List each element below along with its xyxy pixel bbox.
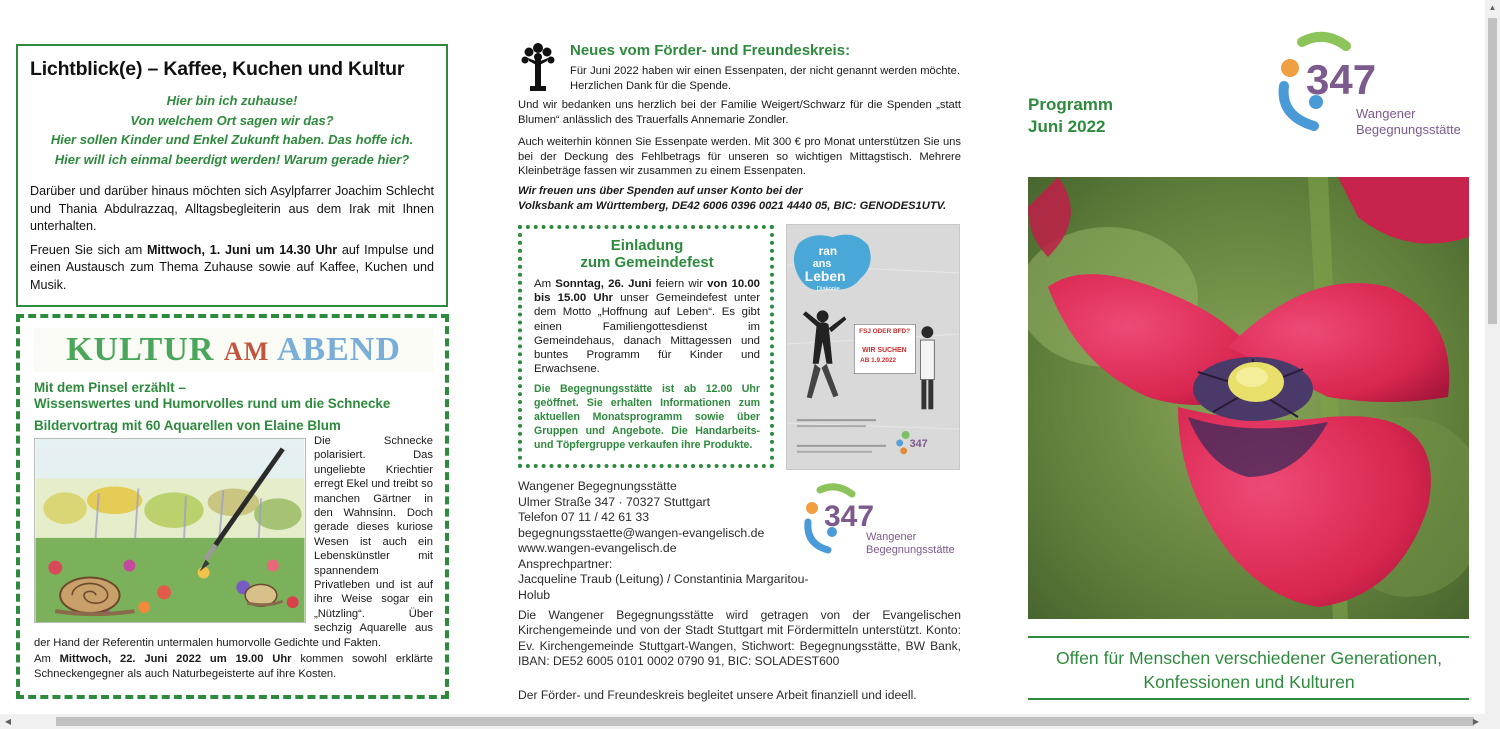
logo-text-line: Begegnungsstätte (866, 544, 955, 556)
text-span: unser Gemeindefest unter dem Motto „Hoffnung auf Leben“. Es gibt einen Familiengottesdienst im Gemeindehaus, danach Mittagessen und buntes Programm für Kinder und Erwachsene. (534, 292, 760, 376)
divider-bottom (1028, 698, 1469, 700)
address-line: Wangener Begegnungsstätte (518, 479, 677, 493)
logo-text-line: Wangener (1356, 106, 1416, 121)
program-title-line: Programm (1028, 95, 1114, 114)
quote-line: Hier will ich einmal beerdigt werden! Warum gerade hier? (54, 151, 410, 167)
contact-label: Ansprechpartner: (518, 556, 613, 571)
begegnungsstaette-logo-large (1274, 30, 1474, 140)
scroll-right-icon[interactable]: ▶ (1472, 717, 1480, 726)
quote-line: Von welchem Ort sagen wir das? (130, 112, 334, 128)
invite-note: Die Begegnungsstätte ist ab 12.00 Uhr geöffnet. Sie erhalten Informationen zum aktuellen Monatsprogramm sowie über Gruppen und Angebote. Die Handarbeits- und Töpfergruppe verkaufen ihre Produkte. (534, 383, 760, 451)
lichtblick-paragraph-1: Darüber und darüber hinaus möchten sich Asylpfarrer Joachim Schlecht und Thania Abdulrazzaq, Alltagsbegleiterin aus dem Irak mit Ihnen unterhalten. (30, 184, 434, 233)
phone-number: Telefon 07 11 / 42 61 33 (518, 510, 650, 524)
text-span: feiern wir (651, 278, 708, 290)
horizontal-scroll-thumb[interactable] (56, 717, 1474, 726)
program-title (1028, 94, 1113, 138)
text-span: Am (534, 278, 556, 290)
scroll-up-icon[interactable]: ▲ (1488, 3, 1497, 12)
poster-badge-text: Diakonie (816, 286, 840, 293)
logo-number: 347 (824, 500, 875, 533)
abend-word: ABEND (276, 331, 401, 368)
program-date: Juni 2022 (1028, 117, 1106, 136)
address-line: Ulmer Straße 347 · 70327 Stuttgart (518, 494, 711, 509)
tree-icon (520, 40, 556, 94)
text-span: kommen sowohl erklärte Schneckengegner als auch Naturbegeisterte auf ihre Kosten. (34, 653, 433, 680)
lichtblick-box (16, 44, 448, 307)
lichtblick-quotes (30, 91, 434, 169)
subtitle-line: Wissenswertes und Humorvolles rund um die Schnecke (34, 396, 391, 411)
invite-text (534, 277, 760, 376)
poster-sign-text: AB 1.9.2022 (860, 356, 897, 364)
tagline (1020, 646, 1478, 694)
poster-sign-text: FSJ ODER BFD? (859, 328, 911, 336)
friends-paragraph-3: Auch weiterhin können Sie Essenpate werden. Mit 300 € pro Monat unterstützen Sie uns bei der Deckung des Fehlbetrags für unseren so wichtigen Mittagstisch. Mehrere Kleinbeträge fassen wir zusammen zu einem Essenpaten. (518, 136, 961, 178)
contact-persons: Jacqueline Traub (Leitung) / Constantinia Margaritou-Holub (518, 572, 809, 602)
logo-text-line: Wangener (866, 531, 917, 543)
friends-paragraph-1: Für Juni 2022 haben wir einen Essenpaten, der nicht genannt werden möchte. Herzlichen Dank für die Spende. (570, 65, 960, 92)
event-date: Mittwoch, 22. Juni 2022 um 19.00 Uhr (59, 653, 292, 666)
quote-line: Hier sollen Kinder und Enkel Zukunft haben. Das hoffe ich. (50, 132, 414, 147)
event-date: Sonntag, 26. Juni (555, 278, 652, 290)
event-time: von 10.00 bis 15.00 Uhr (534, 278, 760, 305)
begegnungsstaette-logo (802, 482, 962, 564)
donation-account (518, 184, 961, 213)
divider-top (1028, 636, 1469, 638)
kultur-subtitle (34, 380, 433, 412)
lichtblick-title: Lichtblick(e) – Kaffee, Kuchen und Kultur (30, 58, 405, 80)
bank-details: Volksbank am Württemberg, DE42 6006 0396 0021 4440 05, BIC: GENODES1UTV. (518, 199, 947, 212)
sponsorship-info: Die Wangener Begegnungsstätte wird getragen von der Evangelischen Kirchengemeinde und von der Stadt Stuttgart mit Fördermitteln unterstützt. Konto: Ev. Kirchengemeinde Stuttgart-Wangen, Stichwort: Begegnungsstätte, BW Bank, IBAN: DE52 6005 0101 0002 0790 91, BIC: SOLADEST600 (518, 608, 961, 668)
invite-title-line: zum Gemeindefest (580, 254, 714, 271)
scroll-left-icon[interactable]: ◀ (4, 717, 12, 726)
poster-badge-text: ran (818, 244, 838, 259)
friends-title: Neues vom Förder- und Freundeskreis: (570, 42, 851, 59)
diakonie-poster-image (786, 224, 960, 470)
am-word: AM (223, 337, 270, 366)
invite-title-line: Einladung (610, 237, 684, 254)
poster-badge-text: ans (812, 257, 832, 270)
event-date: Mittwoch, 1. Juni um 14.30 Uhr (146, 242, 338, 257)
kultur-box (16, 314, 449, 699)
snail-watercolor-image (34, 438, 306, 623)
poster-sign-text: WIR SUCHEN (862, 346, 907, 354)
text-span: auf Impulse und einen Austausch zum Thema Zuhause sowie auf Kaffee, Kuchen und Musik. (30, 242, 434, 292)
logo-number: 347 (1306, 56, 1377, 103)
lichtblick-paragraph-2 (30, 242, 434, 295)
friends-paragraph-2: Und wir bedanken uns herzlich bei der Familie Weigert/Schwarz für die Spenden „statt Blumen“ anlässlich des Trauerfalls Annemarie Zondler. (518, 99, 961, 126)
email-address: begegnungsstaette@wangen-evangelisch.de (518, 525, 765, 540)
vertical-scroll-thumb[interactable] (1488, 18, 1497, 324)
kultur-am-abend-title (34, 328, 433, 372)
contact-address (518, 479, 818, 603)
snail-description: Die Schnecke polarisiert. Das ungeliebte Kriechtier erregt Ekel und treibt so manchen Gärtner in den Wahnsinn. Doch gerade dieses kuriose Wesen ist auch ein Lebenskünstler mit spannendem Privatleben und ist auf ihre Weise sogar ein „Nützling“. Über sechzig Aquarelle aus der Hand der Referentin untermalen humorvolle Gedichte und Fakten. (34, 435, 433, 649)
text-span: Freuen Sie sich am (30, 242, 147, 257)
kultur-word: KULTUR (66, 331, 215, 368)
poppy-flower-photo (1028, 177, 1469, 619)
tagline-line: Offen für Menschen verschiedener Generationen, (1056, 648, 1442, 668)
quote-line: Hier bin ich zuhause! (166, 93, 298, 108)
website-url: www.wangen-evangelisch.de (518, 541, 677, 555)
kultur-lecture-title: Bildervortrag mit 60 Aquarellen von Elaine Blum (34, 418, 341, 433)
support-info: Der Förder- und Freundeskreis begleitet unsere Arbeit finanziell und ideell. (518, 688, 917, 702)
poster-badge-text: Leben (804, 267, 846, 284)
text-span: Am (34, 653, 60, 666)
poster-logo-number: 347 (909, 437, 928, 450)
text-span: Wir freuen uns über Spenden auf unser Konto bei der (518, 185, 803, 197)
tagline-line: Konfessionen und Kulturen (1143, 672, 1355, 692)
invite-title (534, 237, 760, 271)
kultur-event-date-paragraph (34, 652, 433, 681)
gemeindefest-invite-box (518, 225, 774, 468)
logo-text-line: Begegnungsstätte (1356, 122, 1461, 137)
subtitle-line: Mit dem Pinsel erzählt – (34, 380, 186, 395)
